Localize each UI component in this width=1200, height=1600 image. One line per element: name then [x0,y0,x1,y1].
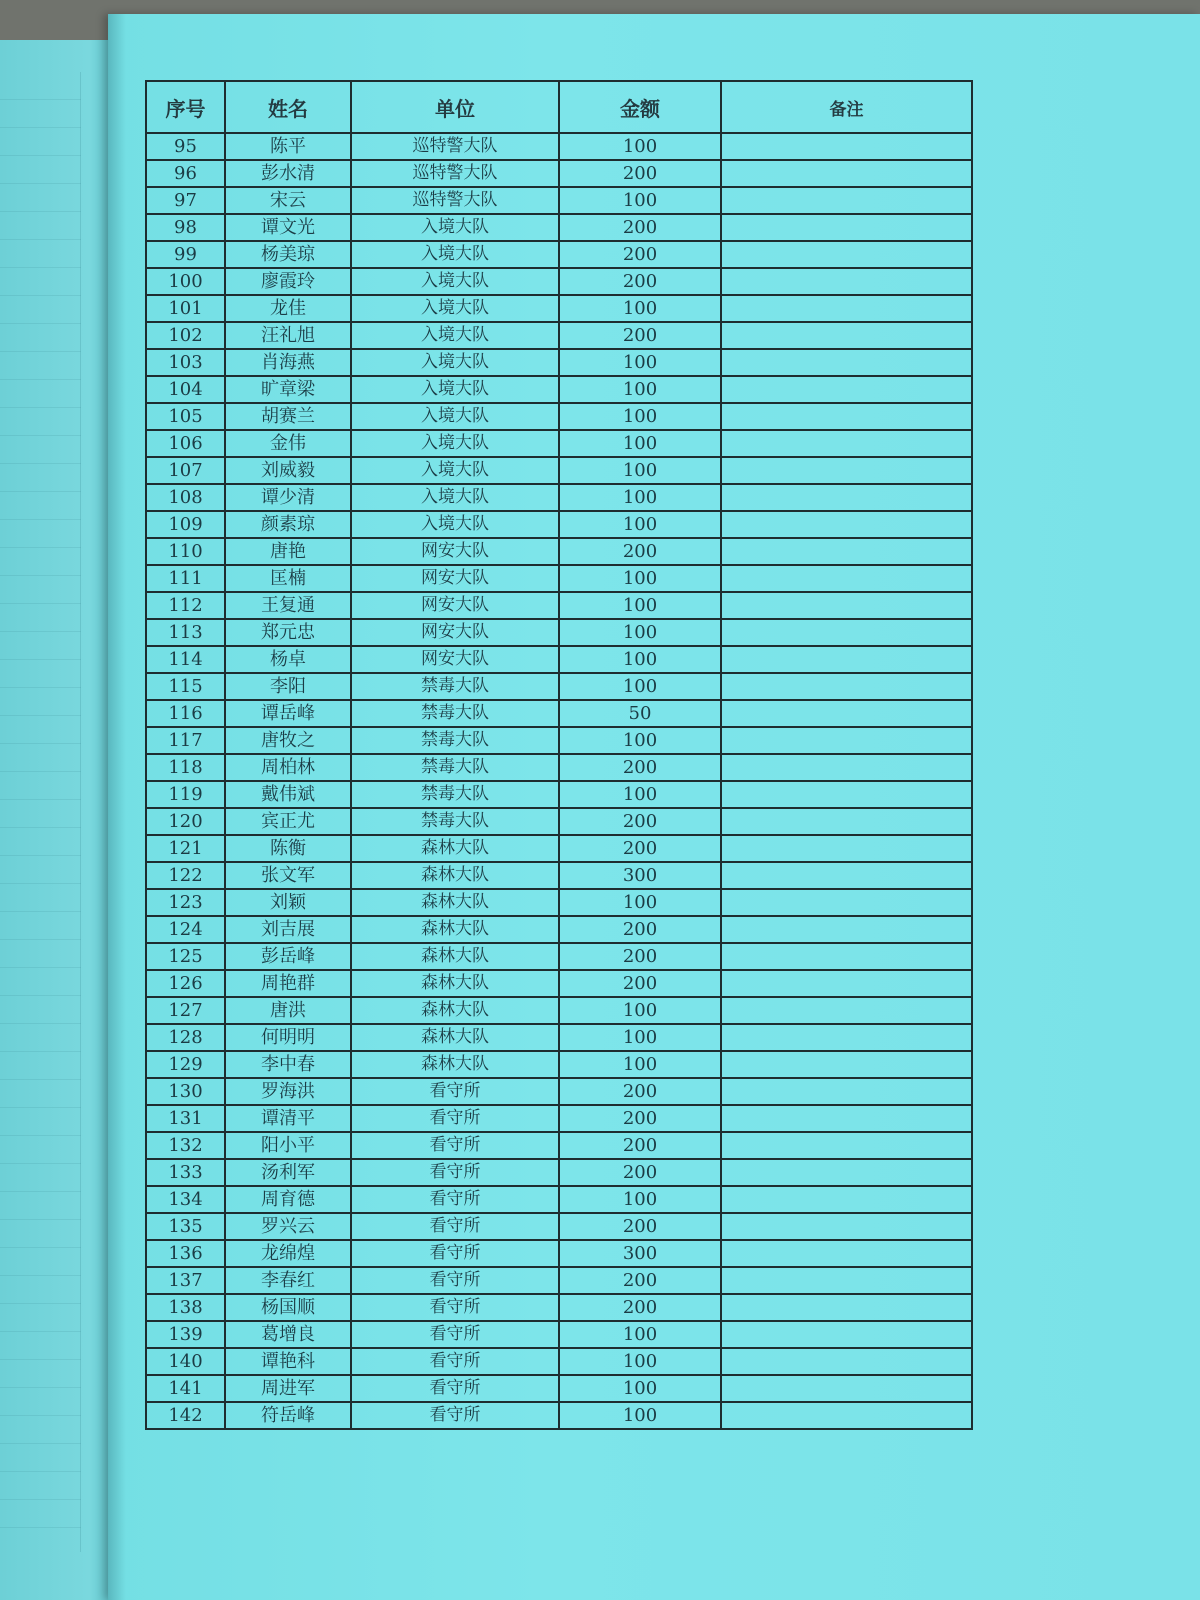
cell-name: 颜素琼 [225,511,351,538]
cell-amount: 200 [559,970,721,997]
cell-name: 旷章梁 [225,376,351,403]
cell-unit: 入境大队 [351,295,559,322]
cell-remark [721,1078,972,1105]
table-row [146,943,972,970]
cell-unit: 禁毒大队 [351,727,559,754]
cell-unit: 森林大队 [351,1024,559,1051]
cell-index: 115 [146,673,225,700]
cell-remark [721,1213,972,1240]
cell-amount: 200 [559,1159,721,1186]
cell-amount: 200 [559,1213,721,1240]
table-row [146,862,972,889]
cell-remark [721,1105,972,1132]
table-row [146,700,972,727]
cell-amount: 100 [559,1375,721,1402]
table-row [146,646,972,673]
cell-name: 谭少清 [225,484,351,511]
cell-index: 142 [146,1402,225,1429]
table-row [146,970,972,997]
cell-index: 140 [146,1348,225,1375]
cell-unit: 森林大队 [351,943,559,970]
cell-name: 刘威毅 [225,457,351,484]
cell-unit: 禁毒大队 [351,700,559,727]
cell-amount: 100 [559,646,721,673]
table-row [146,133,972,160]
header-unit: 单位 [351,81,559,133]
table-row [146,916,972,943]
table-row [146,1213,972,1240]
cell-unit: 网安大队 [351,619,559,646]
cell-unit: 入境大队 [351,511,559,538]
cell-unit: 森林大队 [351,1051,559,1078]
cell-unit: 入境大队 [351,457,559,484]
cell-name: 陈平 [225,133,351,160]
cell-remark [721,187,972,214]
cell-remark [721,457,972,484]
table-row [146,808,972,835]
cell-index: 109 [146,511,225,538]
table-row [146,1051,972,1078]
cell-index: 99 [146,241,225,268]
cell-remark [721,781,972,808]
cell-remark [721,322,972,349]
cell-remark [721,673,972,700]
cell-remark [721,889,972,916]
cell-amount: 200 [559,322,721,349]
cell-name: 肖海燕 [225,349,351,376]
cell-name: 刘颖 [225,889,351,916]
cell-name: 龙绵煌 [225,1240,351,1267]
cell-name: 葛增良 [225,1321,351,1348]
cell-remark [721,1375,972,1402]
table-body [146,133,972,1429]
cell-index: 119 [146,781,225,808]
cell-amount: 100 [559,403,721,430]
cell-unit: 禁毒大队 [351,754,559,781]
cell-unit: 森林大队 [351,835,559,862]
table-row [146,295,972,322]
cell-amount: 200 [559,808,721,835]
cell-amount: 100 [559,565,721,592]
table-row [146,592,972,619]
cell-amount: 300 [559,862,721,889]
table-row [146,511,972,538]
cell-name: 谭艳科 [225,1348,351,1375]
table-row [146,214,972,241]
cell-name: 王复通 [225,592,351,619]
cell-unit: 看守所 [351,1078,559,1105]
cell-index: 107 [146,457,225,484]
cell-unit: 看守所 [351,1132,559,1159]
header-index: 序号 [146,81,225,133]
cell-amount: 100 [559,133,721,160]
cell-unit: 入境大队 [351,403,559,430]
cell-remark [721,1159,972,1186]
cell-name: 唐牧之 [225,727,351,754]
cell-amount: 100 [559,1348,721,1375]
cell-unit: 看守所 [351,1267,559,1294]
cell-remark [721,1024,972,1051]
cell-amount: 100 [559,673,721,700]
cell-amount: 100 [559,619,721,646]
cell-remark [721,160,972,187]
cell-remark [721,916,972,943]
cell-amount: 100 [559,349,721,376]
table-row [146,1348,972,1375]
header-name: 姓名 [225,81,351,133]
cell-name: 宋云 [225,187,351,214]
cell-unit: 巡特警大队 [351,160,559,187]
table-row [146,376,972,403]
cell-index: 138 [146,1294,225,1321]
cell-remark [721,1348,972,1375]
cell-unit: 森林大队 [351,970,559,997]
cell-name: 李中春 [225,1051,351,1078]
table-row [146,1132,972,1159]
table-row [146,1402,972,1429]
cell-unit: 入境大队 [351,214,559,241]
cell-amount: 200 [559,160,721,187]
cell-name: 宾正尤 [225,808,351,835]
cell-name: 彭岳峰 [225,943,351,970]
cell-unit: 网安大队 [351,538,559,565]
cell-remark [721,349,972,376]
table-row [146,268,972,295]
table-header-row [146,81,972,133]
table-row [146,403,972,430]
cell-name: 罗兴云 [225,1213,351,1240]
cell-name: 龙佳 [225,295,351,322]
table-row [146,781,972,808]
cell-index: 139 [146,1321,225,1348]
cell-unit: 巡特警大队 [351,187,559,214]
cell-amount: 100 [559,484,721,511]
cell-amount: 100 [559,1024,721,1051]
cell-remark [721,970,972,997]
cell-amount: 100 [559,1051,721,1078]
cell-index: 134 [146,1186,225,1213]
cell-index: 103 [146,349,225,376]
table-row [146,349,972,376]
table-row [146,754,972,781]
table-row [146,1321,972,1348]
cell-remark [721,295,972,322]
table-row [146,187,972,214]
cell-unit: 入境大队 [351,376,559,403]
cell-amount: 100 [559,187,721,214]
cell-amount: 200 [559,1105,721,1132]
cell-name: 胡赛兰 [225,403,351,430]
cell-unit: 看守所 [351,1375,559,1402]
cell-name: 唐艳 [225,538,351,565]
table-row [146,1078,972,1105]
cell-unit: 看守所 [351,1240,559,1267]
page-fold-shadow [108,14,126,1600]
cell-amount: 100 [559,511,721,538]
cell-index: 108 [146,484,225,511]
cell-remark [721,1240,972,1267]
cell-remark [721,646,972,673]
cell-index: 125 [146,943,225,970]
table-row [146,1105,972,1132]
table-row [146,1159,972,1186]
cell-unit: 看守所 [351,1294,559,1321]
table-row [146,835,972,862]
cell-name: 刘吉展 [225,916,351,943]
cell-index: 105 [146,403,225,430]
cell-unit: 入境大队 [351,268,559,295]
cell-unit: 入境大队 [351,349,559,376]
cell-unit: 森林大队 [351,997,559,1024]
cell-name: 彭水清 [225,160,351,187]
table-row [146,727,972,754]
cell-name: 张文军 [225,862,351,889]
cell-remark [721,943,972,970]
cell-amount: 200 [559,1132,721,1159]
cell-remark [721,1321,972,1348]
cell-unit: 禁毒大队 [351,673,559,700]
cell-amount: 200 [559,1078,721,1105]
cell-name: 周进军 [225,1375,351,1402]
cell-name: 杨美琼 [225,241,351,268]
cell-remark [721,403,972,430]
table-row [146,160,972,187]
cell-index: 141 [146,1375,225,1402]
cell-amount: 100 [559,1186,721,1213]
cell-remark [721,1051,972,1078]
cell-index: 110 [146,538,225,565]
table-row [146,619,972,646]
cell-remark [721,1402,972,1429]
header-amount: 金额 [559,81,721,133]
cell-unit: 入境大队 [351,484,559,511]
table-row [146,565,972,592]
cell-index: 126 [146,970,225,997]
cell-unit: 森林大队 [351,916,559,943]
cell-unit: 看守所 [351,1213,559,1240]
cell-remark [721,133,972,160]
cell-name: 郑元忠 [225,619,351,646]
cell-remark [721,808,972,835]
cell-index: 123 [146,889,225,916]
cell-index: 104 [146,376,225,403]
table-row [146,1186,972,1213]
cell-name: 杨卓 [225,646,351,673]
cell-name: 杨国顺 [225,1294,351,1321]
cell-remark [721,619,972,646]
cell-name: 汪礼旭 [225,322,351,349]
cell-amount: 100 [559,592,721,619]
table-row [146,484,972,511]
cell-name: 李阳 [225,673,351,700]
cell-index: 128 [146,1024,225,1051]
cell-amount: 200 [559,1267,721,1294]
cell-name: 金伟 [225,430,351,457]
cell-index: 130 [146,1078,225,1105]
table-row [146,1267,972,1294]
cell-index: 114 [146,646,225,673]
cell-unit: 网安大队 [351,565,559,592]
cell-remark [721,376,972,403]
cell-remark [721,511,972,538]
cell-name: 周艳群 [225,970,351,997]
cell-unit: 入境大队 [351,241,559,268]
table-row [146,889,972,916]
table-row [146,1375,972,1402]
cell-index: 100 [146,268,225,295]
cell-amount: 200 [559,1294,721,1321]
cell-index: 137 [146,1267,225,1294]
cell-index: 97 [146,187,225,214]
header-remark: 备注 [721,81,972,133]
cell-name: 周育德 [225,1186,351,1213]
cell-amount: 100 [559,997,721,1024]
cell-remark [721,1186,972,1213]
cell-unit: 入境大队 [351,322,559,349]
cell-remark [721,700,972,727]
cell-index: 124 [146,916,225,943]
cell-unit: 禁毒大队 [351,781,559,808]
table-row [146,538,972,565]
cell-unit: 入境大队 [351,430,559,457]
cell-amount: 200 [559,943,721,970]
cell-name: 符岳峰 [225,1402,351,1429]
cell-unit: 森林大队 [351,889,559,916]
cell-index: 117 [146,727,225,754]
cell-name: 汤利军 [225,1159,351,1186]
cell-remark [721,214,972,241]
cell-name: 戴伟斌 [225,781,351,808]
cell-index: 112 [146,592,225,619]
cell-index: 98 [146,214,225,241]
cell-unit: 看守所 [351,1186,559,1213]
cell-remark [721,241,972,268]
table-row [146,1240,972,1267]
cell-index: 106 [146,430,225,457]
table-row [146,457,972,484]
cell-name: 李春红 [225,1267,351,1294]
cell-index: 121 [146,835,225,862]
cell-index: 132 [146,1132,225,1159]
cell-unit: 巡特警大队 [351,133,559,160]
cell-name: 周柏林 [225,754,351,781]
cell-remark [721,1294,972,1321]
cell-amount: 100 [559,727,721,754]
cell-amount: 100 [559,889,721,916]
cell-index: 129 [146,1051,225,1078]
cell-amount: 100 [559,781,721,808]
cell-name: 谭清平 [225,1105,351,1132]
cell-remark [721,565,972,592]
cell-remark [721,268,972,295]
cell-name: 阳小平 [225,1132,351,1159]
cell-unit: 看守所 [351,1159,559,1186]
cell-index: 120 [146,808,225,835]
cell-unit: 看守所 [351,1348,559,1375]
donation-table [145,80,973,1430]
cell-index: 101 [146,295,225,322]
cell-name: 唐洪 [225,997,351,1024]
cell-amount: 200 [559,268,721,295]
cell-index: 135 [146,1213,225,1240]
cell-unit: 看守所 [351,1321,559,1348]
cell-amount: 200 [559,241,721,268]
cell-amount: 200 [559,538,721,565]
cell-index: 113 [146,619,225,646]
cell-name: 谭岳峰 [225,700,351,727]
cell-remark [721,997,972,1024]
facing-page [0,40,112,1600]
cell-amount: 300 [559,1240,721,1267]
cell-unit: 看守所 [351,1105,559,1132]
cell-amount: 100 [559,376,721,403]
cell-name: 陈衡 [225,835,351,862]
table-row [146,997,972,1024]
cell-amount: 200 [559,835,721,862]
cell-index: 122 [146,862,225,889]
table-row [146,241,972,268]
cell-name: 廖霞玲 [225,268,351,295]
cell-amount: 100 [559,295,721,322]
cell-remark [721,430,972,457]
cell-name: 罗海洪 [225,1078,351,1105]
cell-index: 133 [146,1159,225,1186]
cell-remark [721,1267,972,1294]
cell-unit: 森林大队 [351,862,559,889]
cell-remark [721,835,972,862]
cell-unit: 禁毒大队 [351,808,559,835]
cell-remark [721,538,972,565]
cell-index: 111 [146,565,225,592]
cell-index: 127 [146,997,225,1024]
cell-unit: 看守所 [351,1402,559,1429]
table-row [146,673,972,700]
cell-index: 102 [146,322,225,349]
cell-index: 96 [146,160,225,187]
cell-remark [721,862,972,889]
cell-amount: 200 [559,754,721,781]
cell-amount: 100 [559,457,721,484]
cell-amount: 100 [559,1321,721,1348]
cell-index: 116 [146,700,225,727]
cell-remark [721,484,972,511]
cell-index: 131 [146,1105,225,1132]
table-row [146,1024,972,1051]
cell-unit: 网安大队 [351,592,559,619]
cell-name: 何明明 [225,1024,351,1051]
cell-index: 95 [146,133,225,160]
cell-remark [721,592,972,619]
cell-remark [721,1132,972,1159]
table-row [146,1294,972,1321]
cell-amount: 100 [559,1402,721,1429]
table-row [146,322,972,349]
cell-amount: 200 [559,916,721,943]
cell-index: 136 [146,1240,225,1267]
cell-amount: 100 [559,430,721,457]
facing-page-ghost-grid [0,72,81,1552]
cell-index: 118 [146,754,225,781]
table-row [146,430,972,457]
cell-name: 谭文光 [225,214,351,241]
cell-remark [721,727,972,754]
cell-remark [721,754,972,781]
cell-amount: 50 [559,700,721,727]
cell-name: 匡楠 [225,565,351,592]
cell-amount: 200 [559,214,721,241]
cell-unit: 网安大队 [351,646,559,673]
